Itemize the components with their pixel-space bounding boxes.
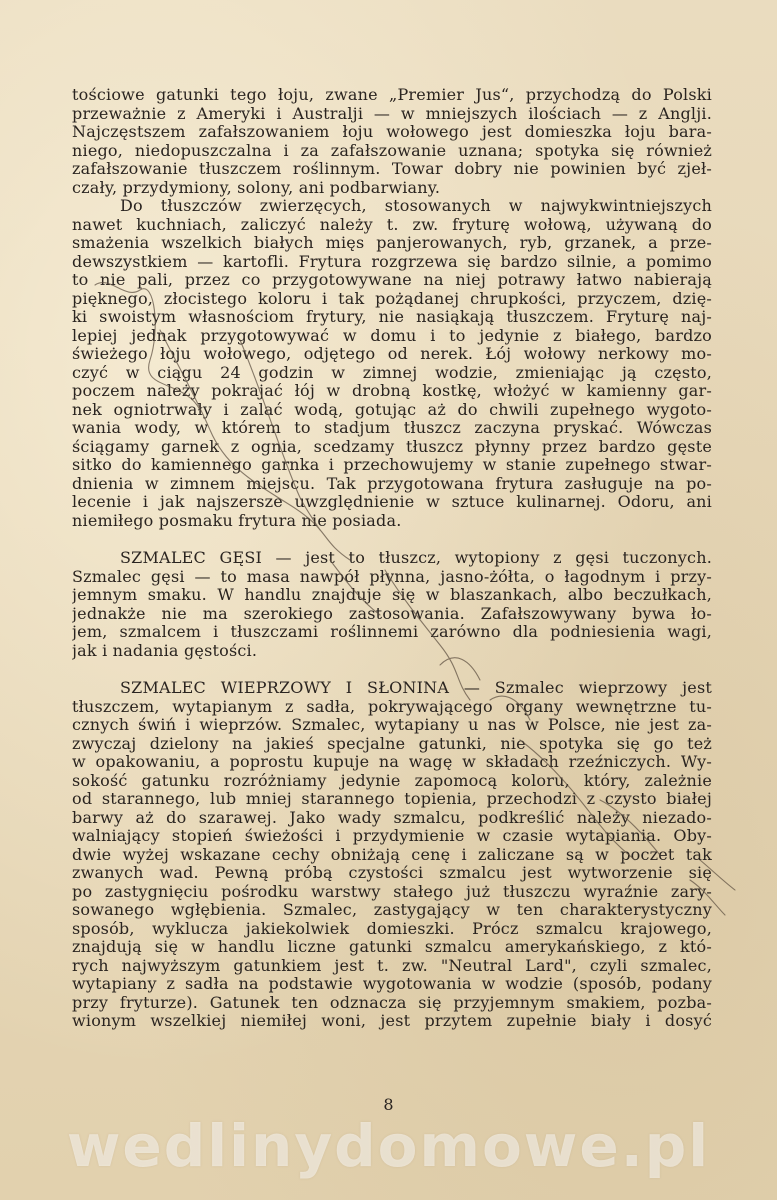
text-line: jednakże nie ma szerokiego zastosowania. Zafałszowywany bywa ło-	[72, 604, 712, 623]
text-line: ściągamy garnek z ognia, scedzamy tłuszcz płynny przez bardzo gęste	[72, 437, 712, 456]
text-line: smażenia wszelkich białych mięs panjerowanych, ryb, grzanek, a prze-	[72, 234, 712, 252]
paragraph-tallow-continued	[72, 86, 712, 197]
text-line: sposób, wyklucza jakiekolwiek domieszki. Prócz szmalcu krajowego,	[72, 919, 712, 938]
page-text	[72, 86, 712, 1031]
text-line: niemiłego posmaku frytura nie posiada.	[72, 511, 402, 530]
text-line: nawet kuchniach, zaliczyć należy t. zw. fryturę wołową, używaną do	[72, 215, 712, 234]
text-line: cznych świń i wieprzów. Szmalec, wytapiany u nas w Polsce, nie jest za-	[72, 716, 712, 734]
text-line: zwyczaj dzielony na jakieś specjalne gatunki, nie spotyka się go też	[72, 734, 712, 753]
text-line: sowanego wgłębienia. Szmalec, zastygający w ten charakterystyczny	[72, 901, 712, 919]
text-line: poczem należy pokrajać łój w drobną kostkę, włożyć w kamienny gar-	[72, 382, 712, 400]
text-line: jemnym smaku. W handlu znajduje się w blaszankach, albo beczułkach,	[72, 586, 712, 604]
section-gap	[72, 660, 712, 679]
text-line: Najczęstszem zafałszowaniem łoju wołowego jest domieszka łoju bara-	[72, 123, 712, 141]
text-line: dewszystkiem — kartofli. Frytura rozgrzewa się bardzo silnie, a pomimo	[72, 252, 712, 271]
text-line: barwy aż do szarawej. Jako wady szmalcu, podkreślić należy niezado-	[72, 808, 712, 827]
text-line: pięknego, złocistego koloru i tak pożądanej chrupkości, przyczem, dzię-	[72, 289, 712, 308]
text-line: jak i nadania gęstości.	[72, 641, 258, 660]
text-line: Szmalec gęsi — to masa nawpół płynna, jasno-żółta, o łagodnym i przy-	[72, 567, 712, 586]
text-line: nek ogniotrwały i zalać wodą, gotując aż do chwili zupełnego wygoto-	[72, 400, 712, 419]
text-line: lepiej jednak przygotowywać w domu i to jedynie z białego, bardzo	[72, 326, 712, 345]
text-line: po zastygnięciu pośrodku warstwy stałego już tłuszczu wyraźnie zary-	[72, 882, 712, 901]
page-number: 8	[383, 1095, 394, 1114]
text-line: walniający stopień świeżości i przydymienie w czasie wytapiania. Oby-	[72, 827, 712, 845]
text-line: niego, niedopuszczalna i za zafałszowanie uznana; spotyka się również	[72, 141, 712, 160]
text-line: przeważnie z Ameryki i Australji — w mniejszych ilościach — z Anglji.	[72, 104, 712, 123]
text-line: wytapiany z sadła na podstawie wygotowania w wodzie (sposób, podany	[72, 975, 712, 993]
text-line: wania wody, w którem to stadjum tłuszcz zaczyna pryskać. Wówczas	[72, 419, 712, 437]
text-line: od starannego, lub mniej starannego topienia, przechodzi z czysto białej	[72, 790, 712, 808]
text-line: ki swoistym własnościom frytury, nie nasiąkają tłuszczem. Fryturę naj-	[72, 308, 712, 326]
text-line: zafałszowanie tłuszczem roślinnym. Towar dobry nie powinien być zjeł-	[72, 160, 712, 178]
text-line: dwie wyżej wskazane cechy obniżają cenę i zaliczane są w poczet tak	[72, 845, 712, 864]
text-line: SZMALEC WIEPRZOWY I SŁONINA — Szmalec wieprzowy jest	[120, 679, 712, 697]
text-line: jem, szmalcem i tłuszczami roślinnemi zarówno dla podniesienia wagi,	[72, 623, 712, 641]
text-line: świeżego łoju wołowego, odjętego od nerek. Łój wołowy nerkowy mo-	[72, 345, 712, 363]
text-line: wionym wszelkiej niemiłej woni, jest przytem zupełnie biały i dosyć	[72, 1012, 712, 1030]
section-gap	[72, 530, 712, 549]
text-line: sitko do kamiennego garnka i przechowujemy w stanie zupełnego stwar-	[72, 456, 712, 474]
text-line: czyć w ciągu 24 godzin w zimnej wodzie, zmieniając ją często,	[72, 363, 712, 382]
text-line: rych najwyższym gatunkiem jest t. zw. "Neutral Lard", czyli szmalec,	[72, 956, 712, 975]
text-line: to nie pali, przez co przygotowywane na niej potrawy łatwo nabierają	[72, 271, 712, 289]
text-line: tłuszczem, wytapianym z sadła, pokrywającego organy wewnętrzne tu-	[72, 697, 712, 716]
text-line: zwanych wad. Pewną próbą czystości szmalcu jest wytworzenie się	[72, 864, 712, 882]
text-line: dnienia w zimnem miejscu. Tak przygotowana frytura zasługuje na po-	[72, 474, 712, 493]
watermark: wedlinydomowe.pl	[66, 1112, 711, 1180]
text-line: SZMALEC GĘSI — jest to tłuszcz, wytopiony z gęsi tuczonych.	[120, 549, 712, 567]
text-line: Do tłuszczów zwierzęcych, stosowanych w najwykwintniejszych	[120, 197, 712, 215]
text-line: sokość gatunku rozróżniamy jedynie zapomocą koloru, który, zależnie	[72, 771, 712, 790]
paragraph-szmalec-gesi	[72, 549, 712, 660]
text-line: czały, przydymiony, solony, ani podbarwiany.	[72, 178, 441, 197]
paragraph-szmalec-wieprzowy	[72, 679, 712, 1031]
text-line: przy fryturze). Gatunek ten odznacza się przyjemnym smakiem, pozba-	[72, 993, 712, 1012]
text-line: znajdują się w handlu liczne gatunki szmalcu amerykańskiego, z któ-	[72, 938, 712, 956]
text-line: tościowe gatunki tego łoju, zwane „Premier Jus“, przychodzą do Polski	[72, 86, 712, 104]
text-line: w opakowaniu, a poprostu kupuje na wagę w składach rzeźniczych. Wy-	[72, 753, 712, 771]
text-line: lecenie i jak najszersze uwzględnienie w sztuce kulinarnej. Odoru, ani	[72, 493, 712, 511]
paragraph-frytura	[72, 197, 712, 530]
